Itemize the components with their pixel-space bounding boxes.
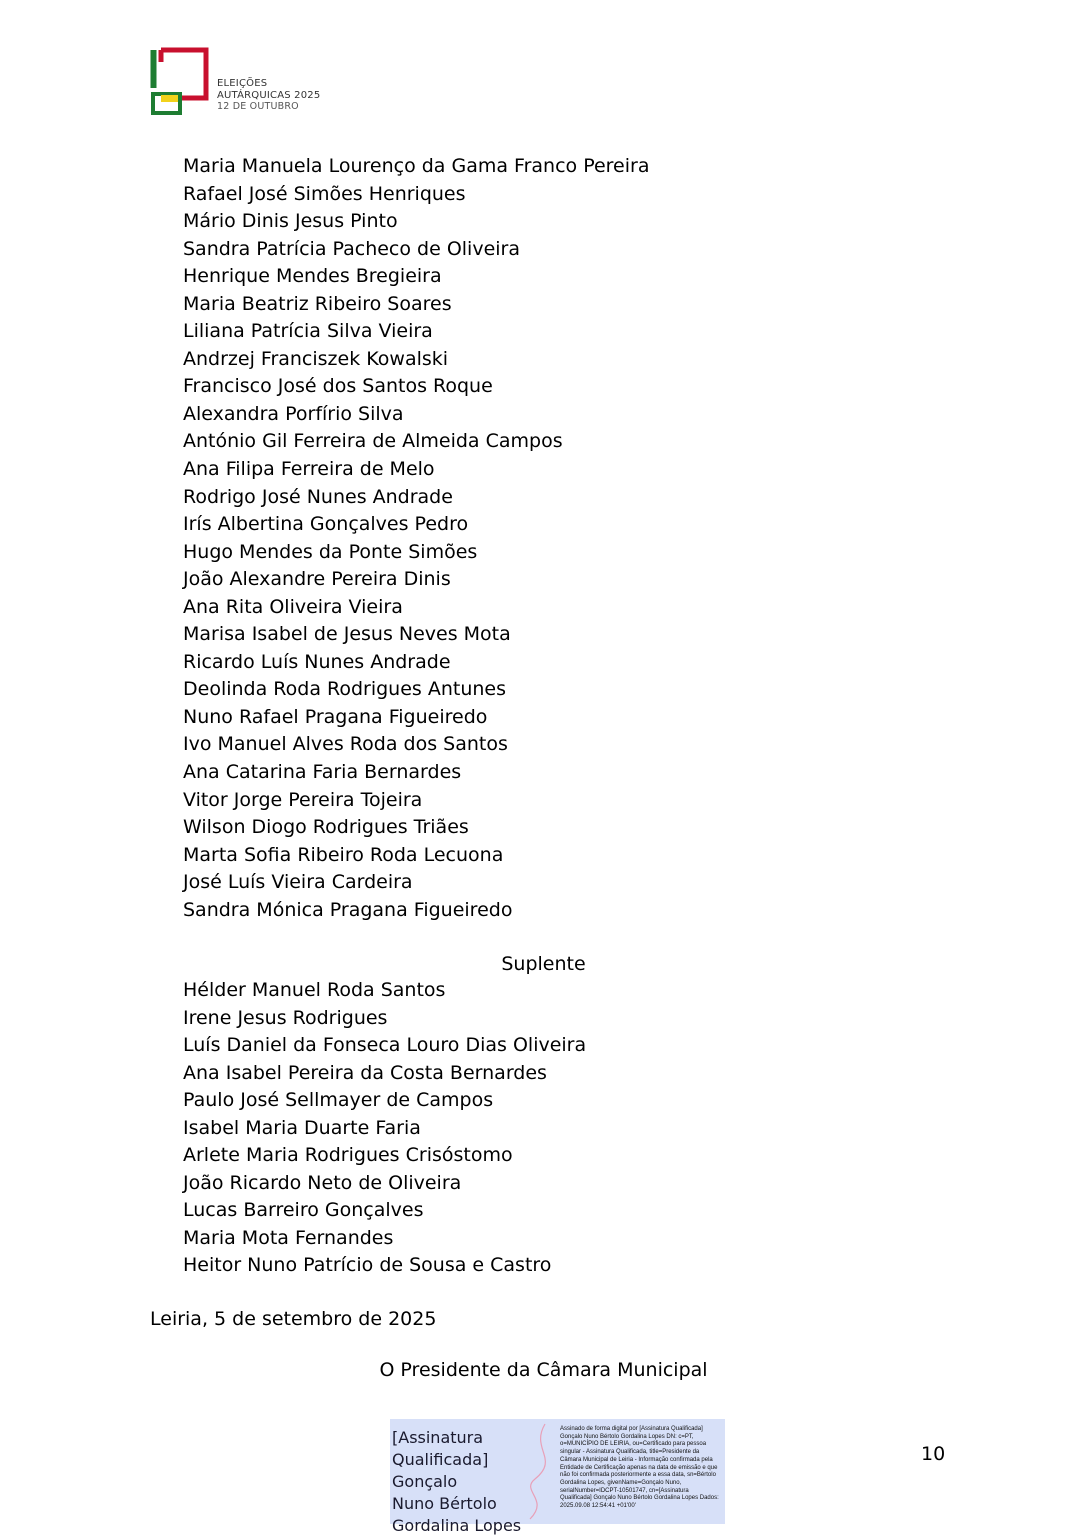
member-name: Wilson Diogo Rodrigues Triães (183, 816, 469, 839)
member-name: Nuno Rafael Pragana Figueiredo (183, 705, 488, 728)
substitute-name: Luís Daniel da Fonseca Louro Dias Oliveira (183, 1034, 587, 1057)
member-name: António Gil Ferreira de Almeida Campos (183, 430, 563, 453)
member-name: Ana Filipa Ferreira de Melo (183, 458, 435, 481)
member-name: Sandra Patrícia Pacheco de Oliveira (183, 237, 520, 260)
substitute-name: Heitor Nuno Patrício de Sousa e Castro (183, 1254, 552, 1277)
substitute-name: Ana Isabel Pereira da Costa Bernardes (183, 1061, 547, 1084)
member-name: Sandra Mónica Pragana Figueiredo (183, 898, 513, 921)
logo-line-3: 12 DE OUTUBRO (217, 101, 299, 112)
substitute-name: Irene Jesus Rodrigues (183, 1006, 388, 1029)
substitute-name: Isabel Maria Duarte Faria (183, 1116, 421, 1139)
place-date: Leiria, 5 de setembro de 2025 (150, 1308, 437, 1330)
signature-name-line: Qualificada] Gonçalo (392, 1450, 489, 1491)
member-name: José Luís Vieira Cardeira (183, 871, 413, 894)
member-name: Vitor Jorge Pereira Tojeira (183, 788, 423, 811)
logo-line-2: AUTÁRQUICAS 2025 (217, 89, 321, 101)
elections-logo (149, 48, 209, 116)
signature-name (392, 1427, 557, 1537)
member-name: Maria Manuela Lourenço da Gama Franco Pereira (183, 155, 650, 177)
member-name: Irís Albertina Gonçalves Pedro (183, 513, 469, 536)
member-name: Deolinda Roda Rodrigues Antunes (183, 678, 507, 701)
member-name: Henrique Mendes Bregieira (183, 265, 442, 288)
member-name: João Alexandre Pereira Dinis (183, 568, 451, 591)
signature-details: Assinado de forma digital por [Assinatura Qualificada] Gonçalo Nuno Bértolo Gordalina Lopes DN: c=PT, o=MUNICÍPIO DE LEIRIA, ou=Certificado para pessoa singular - Assinatura Qualificada, title=Presidente da Câmara Municipal de Leiria - Informação confirmada pela Entidade de Certificação apenas na data de emissão e que não foi confirmada posteriormente a essa data, sn=Bértolo Gordalina Lopes, givenName=Gonçalo Nuno, serialNumber=IDCPT-10501747, cn=[Assinatura Qualificada] Gonçalo Nuno Bértolo Gordalina Lopes Dados: 2025.09.08 12:54:41 +01'00' (560, 1426, 719, 1510)
signature-name-line: [Assinatura (392, 1428, 484, 1447)
member-name: Maria Beatriz Ribeiro Soares (183, 292, 452, 315)
page-number: 10 (921, 1443, 946, 1465)
member-name: Rafael José Simões Henriques (183, 182, 466, 205)
substitute-name: Arlete Maria Rodrigues Crisóstomo (183, 1144, 513, 1167)
member-name: Ricardo Luís Nunes Andrade (183, 650, 451, 673)
logo-text (217, 78, 320, 113)
member-name: Hugo Mendes da Ponte Simões (183, 540, 478, 563)
substitute-name: Lucas Barreiro Gonçalves (183, 1199, 424, 1222)
substitute-name: Hélder Manuel Roda Santos (183, 979, 446, 1001)
member-name: Ivo Manuel Alves Roda dos Santos (183, 733, 508, 756)
digital-signature-block (390, 1419, 725, 1535)
member-name: Francisco José dos Santos Roque (183, 375, 493, 398)
member-name: Alexandra Porfírio Silva (183, 402, 404, 425)
signature-name-line: Nuno Bértolo (392, 1494, 497, 1513)
member-name: Marta Sofia Ribeiro Roda Lecuona (183, 843, 504, 866)
substitutes-list (183, 977, 586, 1280)
member-name: Ana Catarina Faria Bernardes (183, 761, 462, 784)
member-name: Marisa Isabel de Jesus Neves Mota (183, 623, 511, 646)
substitute-name: Paulo José Sellmayer de Campos (183, 1089, 494, 1112)
substitute-name: Maria Mota Fernandes (183, 1226, 394, 1249)
member-name: Liliana Patrícia Silva Vieira (183, 320, 433, 343)
logo-line-1: ELEIÇÕES (217, 78, 268, 89)
members-list (183, 153, 649, 924)
substitute-name: João Ricardo Neto de Oliveira (183, 1171, 462, 1194)
member-name: Ana Rita Oliveira Vieira (183, 595, 403, 618)
substitutes-heading: Suplente (501, 953, 586, 975)
member-name: Andrzej Franciszek Kowalski (183, 347, 449, 370)
member-name: Rodrigo José Nunes Andrade (183, 485, 453, 508)
signatory-title: O Presidente da Câmara Municipal (379, 1359, 708, 1381)
member-name: Mário Dinis Jesus Pinto (183, 210, 398, 233)
signature-name-line: Gordalina Lopes (392, 1516, 522, 1535)
